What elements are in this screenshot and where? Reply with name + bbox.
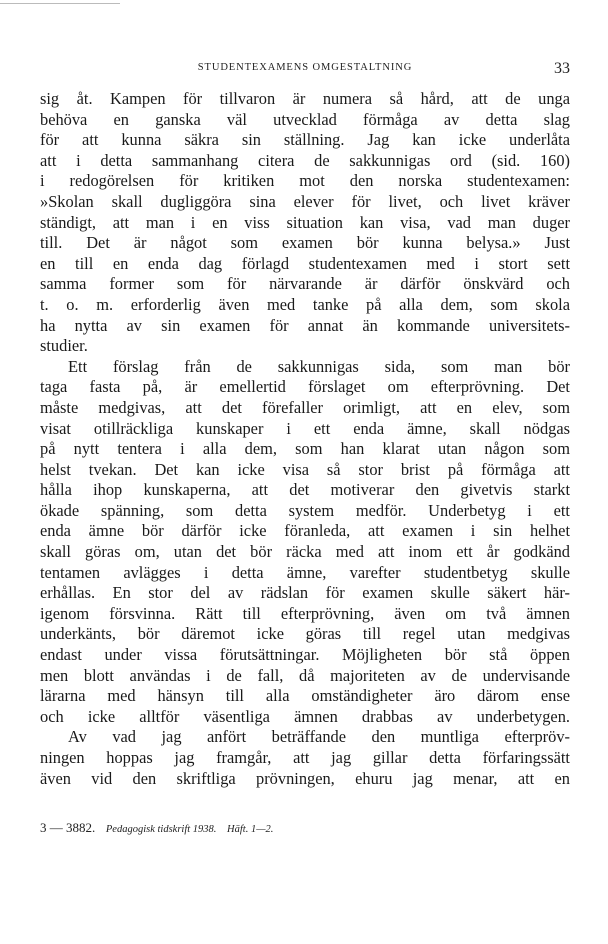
text-line: ningen hoppas jag framgår, att jag gillar detta förfaringssätt — [40, 748, 570, 767]
text-line: ökade spänning, som detta system medför. Underbetyg i ett — [40, 500, 570, 520]
text-line: t. o. m. erforderlig även med tanke på alla dem, som skola — [40, 294, 570, 314]
journal-reference: Pedagogisk tidskrift 1938. — [105, 824, 217, 835]
text-line: på nytt tentera i alla dem, som han klarat utan någon som — [40, 439, 570, 459]
text-line: hålla ihop kunskaperna, att det motiverar den givetvis starkt — [40, 480, 570, 500]
text-line: enda ämne bör därför icke föranleda, att examen i sin helhet — [40, 521, 570, 541]
issue-reference: Häft. 1—2. — [227, 824, 274, 835]
text-line: igenom försvinna. Rätt till efterprövning, även om två ämnen — [40, 603, 570, 623]
text-line: lärarna med hänsyn till alla omständigheter äro därom ense — [40, 686, 570, 706]
text-line: för att kunna säkra sin ställning. Jag kan icke underlåta — [40, 130, 570, 150]
text-line: samma former som för närvarande är därför önskvärd och — [40, 274, 570, 294]
text-line: ha nytta av sin examen för annat än kommande universitets- — [40, 315, 570, 335]
text-line: även vid den skriftliga prövningen, ehuru jag menar, att en — [40, 768, 570, 788]
text-line: Ett förslag från de sakkunnigas sida, som man bör — [68, 356, 570, 376]
running-title: STUDENTEXAMENS OMGESTALTNING — [197, 62, 413, 73]
page-number: 33 — [554, 60, 570, 77]
text-line: tentamen avlägges i detta ämne, varefter studentbetyg skulle — [40, 562, 570, 582]
scan-edge-mark — [0, 3, 120, 4]
text-line: taga fasta på, är emellertid förslaget om efterprövning. Det — [40, 377, 570, 397]
text-line: endast under vissa förutsättningar. Möjligheten bör stå öppen — [40, 645, 570, 665]
text-line: ständigt, att man i en viss situation kan visa, vad man duger — [40, 212, 570, 232]
text-line: Av vad jag anfört beträffande den muntliga efterpröv- — [68, 727, 570, 747]
text-line: och icke alltför väsentliga ämnen drabbas av underbetygen. — [40, 706, 570, 726]
text-line: visat otillräckliga kunskaper i ett enda ämne, skall nödgas — [40, 418, 570, 438]
text-line: en till en enda dag förlagd studentexamen med i stort sett — [40, 253, 570, 273]
text-line: underkänts, bör däremot icke göras till regel utan medgivas — [40, 624, 570, 644]
text-line: måste medgivas, att det förefaller orimligt, att en elev, som — [40, 397, 570, 417]
text-line: sig åt. Kampen för tillvaron är numera så hård, att de unga — [40, 89, 570, 108]
text-line: till. Det är något som examen bör kunna belysa.» Just — [40, 233, 570, 253]
text-line: behöva en ganska väl utvecklad förmåga av detta slag — [40, 109, 570, 129]
text-line: erhållas. En stor del av rädslan för examen skulle säkert här- — [40, 583, 570, 603]
body-text — [40, 89, 570, 789]
text-line: helst tvekan. Det kan icke visa så stor brist på förmåga att — [40, 459, 570, 479]
text-line: skall göras om, utan det bör räcka med att inom ett år godkänd — [40, 542, 570, 562]
text-line: i redogörelsen för kritiken mot den norska studentexamen: — [40, 171, 570, 191]
text-line: »Skolan skall dugliggöra sina elever för livet, och livet kräver — [40, 191, 570, 211]
printer-signature: 3 — 3882. — [40, 820, 96, 835]
text-line: studier. — [40, 336, 88, 356]
page-footer — [40, 820, 273, 836]
text-line: men blott användas i de fall, då majoriteten av de undervisande — [40, 665, 570, 685]
page-header — [40, 60, 570, 84]
text-line: att i detta sammanhang citera de sakkunnigas ord (sid. 160) — [40, 150, 570, 170]
